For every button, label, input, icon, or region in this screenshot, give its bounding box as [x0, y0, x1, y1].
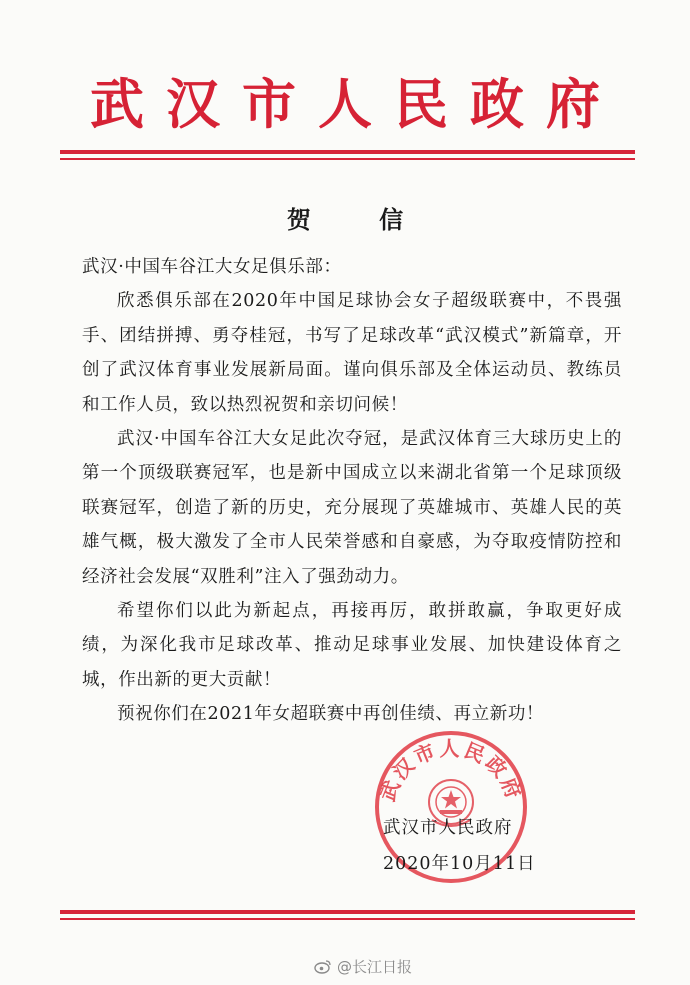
letter-body [82, 250, 622, 732]
weibo-icon [314, 959, 332, 974]
watermark-text: @长江日报 [336, 958, 412, 976]
paragraph-1: 欣悉俱乐部在2020年中国足球协会女子超级联赛中，不畏强手、团结拼搏、勇夺桂冠，书写了足球改革“武汉模式”新篇章，开创了武汉体育事业发展新局面。谨向俱乐部及全体运动员、教练员和工作人员，致以热烈祝贺和亲切问候！ [82, 291, 622, 415]
document-title: 贺 信 [286, 206, 434, 234]
letterhead-title: 武汉市人民政府 [90, 73, 622, 136]
paragraph-4: 预祝你们在2021年女超联赛中再创佳绩、再立新功！ [117, 704, 545, 725]
signature-organization: 武汉市人民政府 [383, 818, 513, 838]
seal-text: 武汉市人民政府 [375, 736, 527, 805]
signature-date: 2020年10月11日 [383, 854, 536, 874]
letterhead-rule-thick [60, 150, 635, 154]
letterhead-rule-thin [60, 158, 635, 160]
footer-rule-thin [60, 918, 635, 920]
footer-rule-thick [60, 910, 635, 914]
salutation: 武汉·中国车谷江大女足俱乐部： [82, 257, 342, 277]
paragraph-2: 武汉·中国车谷江大女足此次夺冠，是武汉体育三大球历史上的第一个顶级联赛冠军，也是新中国成立以来湖北省第一个足球顶级联赛冠军，创造了新的历史，充分展现了英雄城市、英雄人民的英雄气概，极大激发了全市人民荣誉感和自豪感，为夺取疫情防控和经济社会发展“双胜利”注入了强劲动力。 [82, 429, 622, 587]
source-watermark [314, 956, 412, 977]
paragraph-3: 希望你们以此为新起点，再接再厉，敢拼敢赢，争取更好成绩，为深化我市足球改革、推动足球事业发展、加快建设体育之城，作出新的更大贡献！ [82, 601, 622, 690]
